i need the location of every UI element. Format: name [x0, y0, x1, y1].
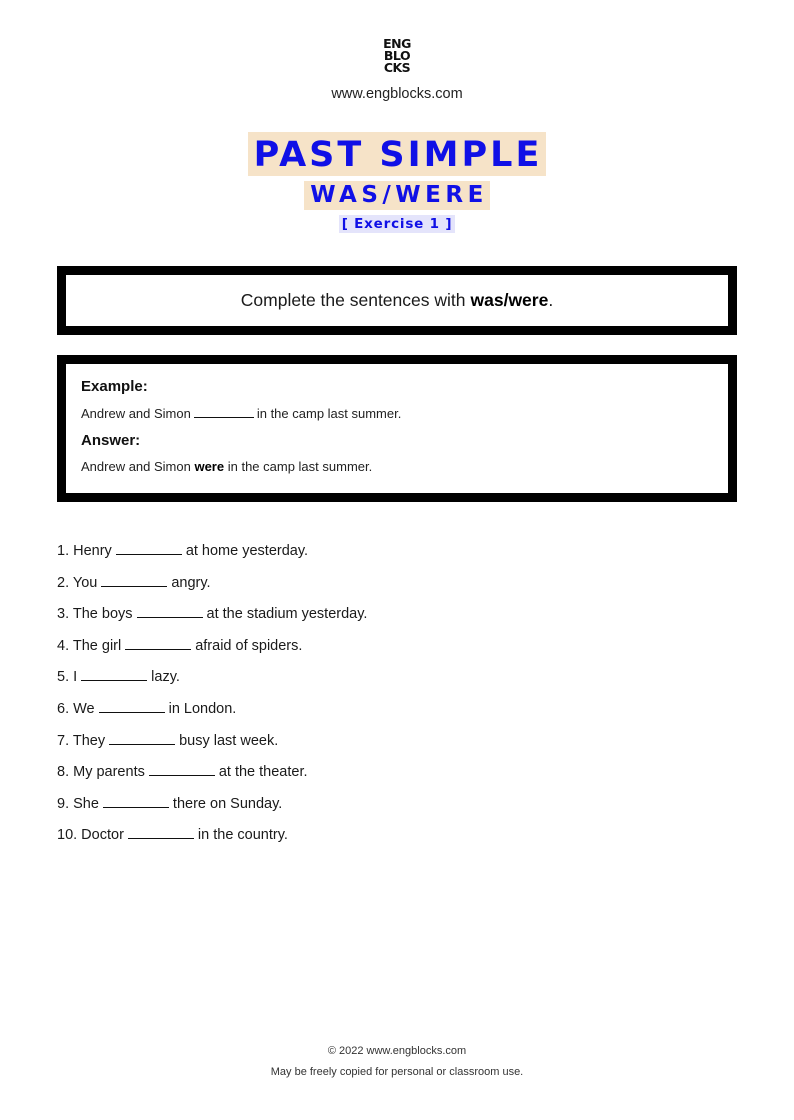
- logo-line: ENG: [383, 36, 411, 51]
- page-title-wrap: [0, 132, 794, 176]
- question-before: 10. Doctor: [57, 827, 124, 844]
- logo-line: CKS: [383, 60, 411, 75]
- answer-word: were: [194, 459, 225, 474]
- answer-sentence: [81, 459, 713, 474]
- answer-blank[interactable]: [81, 666, 147, 681]
- example-sentence: [81, 405, 713, 421]
- instruction-bold: was/were: [470, 290, 549, 310]
- question-before: 5. I: [57, 669, 78, 686]
- question-after: at the theater.: [218, 764, 308, 781]
- question-after: in the country.: [197, 827, 288, 844]
- question-after: lazy.: [151, 669, 180, 686]
- instruction-box: [57, 266, 737, 335]
- example-sentence-end: in the camp last summer.: [256, 406, 402, 421]
- question-before: 4. The girl: [57, 637, 122, 654]
- answer-blank[interactable]: [137, 603, 203, 618]
- engblocks-logo: [381, 38, 413, 74]
- logo-line: BLO: [383, 48, 411, 63]
- site-url[interactable]: www.engblocks.com: [331, 86, 463, 102]
- question-after: there on Sunday.: [172, 795, 283, 812]
- question-item: [57, 540, 737, 572]
- question-item: [57, 698, 737, 730]
- question-item: [57, 793, 737, 825]
- answer-blank[interactable]: [109, 730, 175, 745]
- question-after: in London.: [168, 700, 237, 717]
- question-before: 3. The boys: [57, 606, 133, 623]
- instruction-text: Complete the sentences with: [240, 290, 466, 310]
- footer-copyright: © 2022 www.engblocks.com: [327, 1045, 467, 1057]
- question-list: [57, 540, 737, 856]
- example-blank: [194, 405, 254, 418]
- question-before: 9. She: [57, 795, 99, 812]
- question-before: 7. They: [57, 732, 106, 749]
- answer-blank[interactable]: [116, 540, 182, 555]
- instruction-end: .: [548, 290, 554, 310]
- answer-blank[interactable]: [101, 572, 167, 587]
- question-after: at home yesterday.: [185, 543, 309, 559]
- question-before: 6. We: [57, 700, 95, 717]
- answer-sentence-end: in the camp last summer.: [227, 459, 373, 474]
- question-item: [57, 730, 737, 762]
- answer-blank[interactable]: [149, 761, 215, 776]
- answer-sentence-start: Andrew and Simon: [81, 459, 191, 474]
- question-after: at the stadium yesterday.: [206, 606, 368, 623]
- answer-blank[interactable]: [103, 793, 169, 808]
- page-title: PAST SIMPLE: [248, 132, 547, 176]
- example-label: Example:: [81, 378, 148, 395]
- answer-blank[interactable]: [99, 698, 165, 713]
- question-item: [57, 824, 737, 856]
- example-box: [57, 355, 737, 502]
- answer-blank[interactable]: [128, 824, 194, 839]
- question-item: [57, 635, 737, 667]
- question-before: 8. My parents: [57, 764, 145, 781]
- question-after: busy last week.: [179, 732, 279, 749]
- question-after: angry.: [171, 574, 211, 591]
- exercise-tag-wrap: [0, 215, 794, 233]
- page-subtitle: WAS/WERE: [304, 181, 490, 210]
- question-after: afraid of spiders.: [195, 637, 303, 654]
- answer-label: Answer:: [81, 432, 141, 449]
- question-before: 1. Henry: [57, 543, 112, 559]
- page-subtitle-wrap: [0, 181, 794, 210]
- exercise-tag: [ Exercise 1 ]: [339, 215, 456, 233]
- question-item: [57, 666, 737, 698]
- question-item: [57, 761, 737, 793]
- example-sentence-start: Andrew and Simon: [81, 406, 191, 421]
- question-item: [57, 572, 737, 604]
- answer-blank[interactable]: [125, 635, 191, 650]
- question-before: 2. You: [57, 574, 98, 591]
- question-item: [57, 603, 737, 635]
- footer-license: May be freely copied for personal or classroom use.: [270, 1066, 524, 1078]
